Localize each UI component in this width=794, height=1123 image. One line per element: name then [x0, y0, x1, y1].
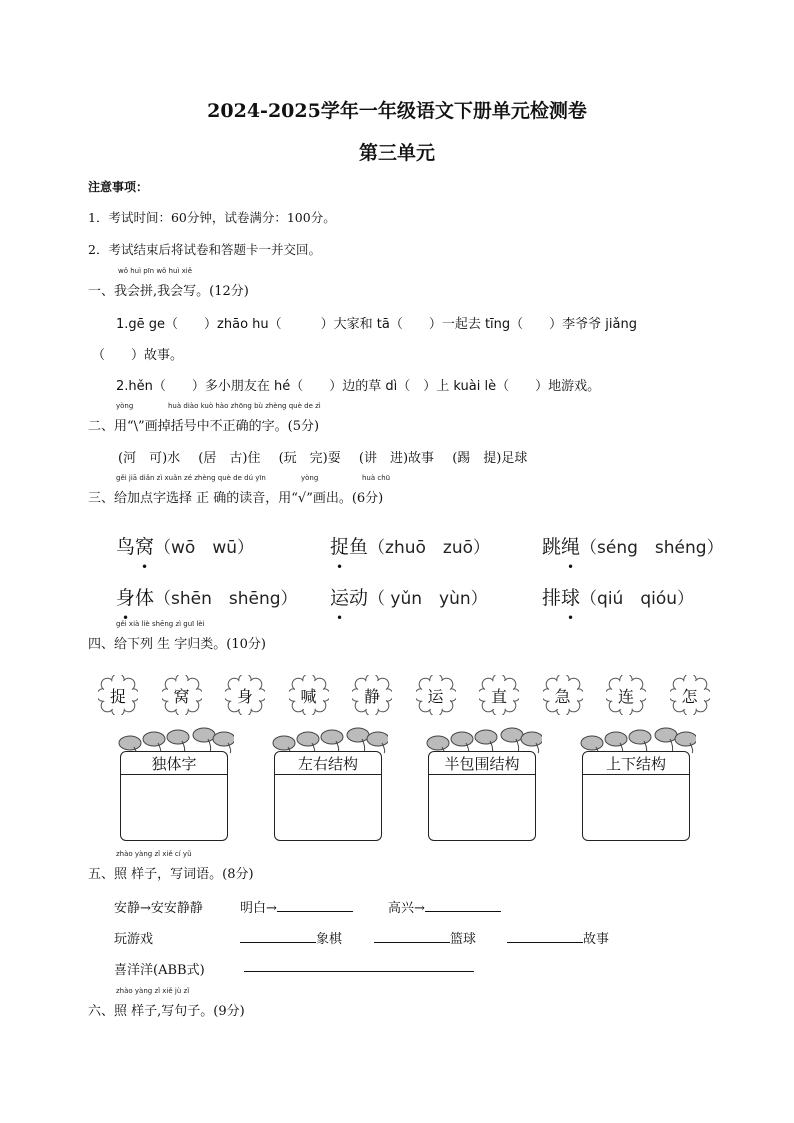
flower-character: 连 — [617, 686, 634, 706]
section5-pinyin: zhào yàng zǐ xiě cí yǔ — [116, 850, 192, 858]
section5-heading — [88, 850, 254, 882]
section1-label: 一、我会拼,我会写。(12分) — [88, 284, 249, 299]
section2-item: (踢 提)足球 — [452, 451, 528, 466]
section2-item: (居 古)住 — [198, 451, 261, 466]
category-pot — [120, 733, 228, 841]
section1-line2: （ ）故事。 — [92, 348, 184, 363]
section6-pinyin: zhào yàng zǐ xiě jù zǐ — [116, 987, 190, 995]
page-subtitle: 第三单元 — [358, 142, 435, 164]
flower-character: 怎 — [681, 686, 698, 706]
section5-row2-item — [374, 928, 476, 947]
section4-label: 四、给下列 生 字归类。(10分) — [88, 637, 266, 652]
answer-blank[interactable] — [240, 930, 316, 943]
section2-item: (河 可)水 — [118, 451, 181, 466]
category-pot — [582, 733, 690, 841]
reading-choice-pinyin[interactable]: （zhuō zuō） — [368, 538, 491, 558]
section1-line1: 1.gē ge（ ）zhāo hu（ ）大家和 tā（ ）一起去 tīng（ ）李爷爷 jiǎng — [116, 317, 637, 332]
category-pot — [428, 733, 536, 841]
word-char: 鸟 — [116, 536, 136, 558]
character-flower[interactable] — [225, 675, 265, 715]
character-flower[interactable] — [479, 675, 519, 715]
pot-answer-box[interactable] — [428, 773, 536, 841]
reading-choice-pinyin[interactable]: （séng shéng） — [580, 538, 724, 558]
category-pot — [274, 733, 382, 841]
section2-label: 二、用“\”画掉括号中不正确的字。(5分) — [88, 419, 320, 434]
reading-choice-word — [330, 587, 368, 609]
emphasis-dot-char: 绳 — [561, 536, 581, 558]
section5-item2 — [388, 897, 501, 916]
pot-label: 独体字 — [120, 751, 228, 775]
character-flower[interactable] — [606, 675, 646, 715]
flower-character: 捉 — [109, 686, 126, 706]
reading-choice-pinyin[interactable]: （qiú qióu） — [580, 589, 695, 609]
emphasis-dot-char: 运 — [330, 587, 350, 609]
reading-choice-pinyin[interactable]: （wō wū） — [154, 538, 255, 558]
emphasis-dot-char: 身 — [116, 587, 136, 609]
reading-choice-item[interactable] — [542, 532, 724, 559]
word-char: 动 — [349, 587, 369, 609]
character-flower[interactable] — [289, 675, 329, 715]
answer-blank[interactable] — [374, 930, 450, 943]
section5-row2-item — [240, 928, 342, 947]
reading-choice-item[interactable] — [542, 583, 694, 610]
section2-pinyin: huà diào kuò hào zhōng bù zhèng què de zì — [168, 402, 321, 410]
answer-blank[interactable] — [425, 899, 501, 912]
notes-heading: 注意事项： — [88, 180, 149, 194]
reading-choice-pinyin[interactable]: （ yǔn yùn） — [368, 589, 488, 609]
character-flower[interactable] — [352, 675, 392, 715]
section3-pinyin-huachu: huà chū — [362, 474, 391, 482]
pot-answer-box[interactable] — [274, 773, 382, 841]
pot-answer-box[interactable] — [582, 773, 690, 841]
section5-row2-word: 篮球 — [450, 932, 477, 947]
flower-character: 运 — [427, 686, 444, 706]
section5-row2-word: 故事 — [583, 932, 610, 947]
section2-pinyin-yong: yòng — [116, 402, 134, 410]
reading-choice-word — [116, 536, 154, 558]
section3-heading — [88, 474, 391, 506]
word-char: 体 — [135, 587, 155, 609]
section5-item2-label: 高兴→ — [388, 901, 425, 916]
section3-pinyin: gěi jiā diǎn zì xuǎn zé zhèng què de dú yīn — [116, 474, 266, 482]
section2-item: (玩 完)耍 — [278, 451, 341, 466]
pot-answer-box[interactable] — [120, 773, 228, 841]
word-char: 跳 — [542, 536, 562, 558]
reading-choice-word — [542, 587, 580, 609]
section3-label: 三、给加点字选择 正 确的读音，用“√”画出。(6分) — [88, 491, 384, 506]
flower-character: 急 — [554, 686, 571, 706]
pot-label: 上下结构 — [582, 751, 690, 775]
section1-line3: 2.hěn（ ）多小朋友在 hé（ ）边的草 dì（ ）上 kuài lè（ ）地游戏。 — [116, 379, 601, 394]
emphasis-dot-char: 球 — [561, 587, 581, 609]
section5-row2-word: 象棋 — [316, 932, 343, 947]
section2-heading — [88, 402, 321, 434]
reading-choice-item[interactable] — [116, 532, 254, 559]
section5-row3-label: 喜洋洋(ABB式) — [114, 963, 205, 978]
word-char: 排 — [542, 587, 562, 609]
flower-character: 喊 — [300, 686, 317, 706]
section2-item: (讲 进)故事 — [358, 451, 435, 466]
word-char: 鱼 — [349, 536, 369, 558]
pot-label: 半包围结构 — [428, 751, 536, 775]
note-item-1: 1．考试时间：60分钟，试卷满分：100分。 — [88, 210, 336, 225]
reading-choice-item[interactable] — [116, 583, 298, 610]
answer-blank[interactable] — [277, 899, 353, 912]
section4-heading — [88, 620, 266, 652]
pot-label: 左右结构 — [274, 751, 382, 775]
character-flower[interactable] — [543, 675, 583, 715]
flower-character: 静 — [363, 686, 380, 706]
reading-choice-pinyin[interactable]: （shēn shēng） — [154, 589, 298, 609]
note-item-2: 2．考试结束后将试卷和答题卡一并交回。 — [88, 242, 321, 257]
reading-choice-word — [116, 587, 154, 609]
section4-pinyin: gěi xià liè shēng zì guī lèi — [116, 620, 205, 628]
section5-example: 安静→安安静静 — [114, 901, 203, 916]
character-flower[interactable] — [162, 675, 202, 715]
section5-row2-label: 玩游戏 — [114, 932, 154, 947]
flower-character: 身 — [236, 686, 253, 706]
reading-choice-item[interactable] — [330, 583, 488, 610]
emphasis-dot-char: 窝 — [135, 536, 155, 558]
section3-pinyin-yong: yòng — [301, 474, 319, 482]
section5-row2-item — [507, 928, 609, 947]
section6-label: 六、照 样子,写句子。(9分) — [88, 1004, 245, 1019]
section5-label: 五、照 样子，写词语。(8分) — [88, 867, 254, 882]
section6-heading — [88, 987, 245, 1019]
section1-pinyin: wǒ huì pīn wǒ huì xiě — [118, 267, 192, 275]
page-title: 2024-2025学年一年级语文下册单元检测卷 — [207, 100, 587, 122]
answer-blank[interactable] — [244, 959, 474, 972]
section2-items — [118, 447, 541, 466]
reading-choice-item[interactable] — [330, 532, 490, 559]
reading-choice-word — [330, 536, 368, 558]
answer-blank[interactable] — [507, 930, 583, 943]
section1-heading — [88, 267, 249, 299]
section5-item1 — [240, 897, 353, 916]
section5-item1-label: 明白→ — [240, 901, 277, 916]
reading-choice-word — [542, 536, 580, 558]
flower-character: 直 — [490, 686, 507, 706]
section5-row3-blank — [244, 959, 474, 976]
emphasis-dot-char: 捉 — [330, 536, 350, 558]
flower-character: 窝 — [173, 686, 190, 706]
character-flower[interactable] — [670, 675, 710, 715]
character-flower[interactable] — [98, 675, 138, 715]
character-flower[interactable] — [416, 675, 456, 715]
